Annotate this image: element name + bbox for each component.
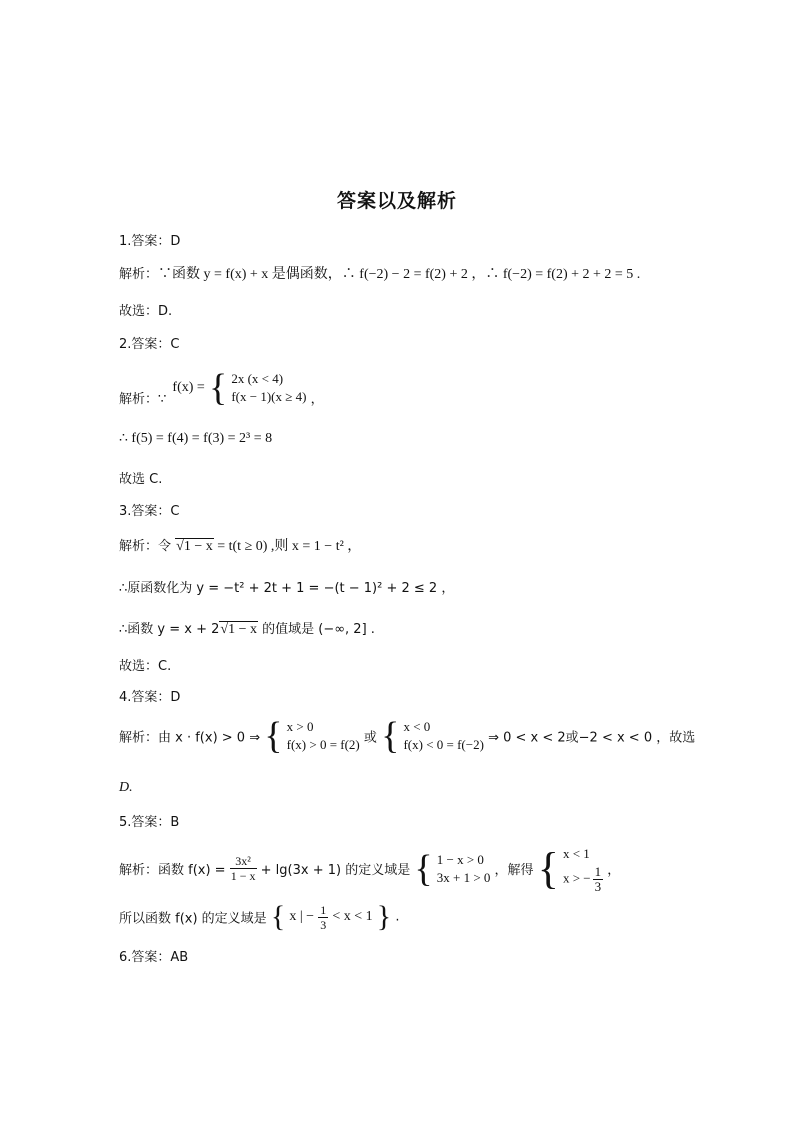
- q4-sysA2: f(x) > 0 = f(2): [286, 737, 360, 752]
- q4-answer: 4.答案：D: [119, 690, 181, 705]
- q5-frac-den-wrap: [230, 869, 257, 883]
- q3-line1c: = t(t ≥ 0) ,则 x = 1 − t² ，: [213, 539, 362, 554]
- q5-line2c: < x < 1: [332, 909, 373, 924]
- q5-sysB2-frac: [593, 865, 604, 894]
- q5-sysB2: x > −: [562, 870, 591, 886]
- q3-line1a: 解析：令: [119, 539, 176, 554]
- q1-label: 解析：: [119, 267, 159, 282]
- q5-system-b: [563, 843, 603, 894]
- q5-sysB2-den: 3: [594, 879, 602, 894]
- q2-fx: f(x) =: [172, 380, 205, 395]
- q5-solution: [119, 843, 620, 894]
- q5-frac-num: 3x²: [230, 854, 257, 869]
- q4-system-a: [287, 718, 360, 754]
- q3-answer: 3.答案：C: [119, 504, 180, 519]
- q5-labelA: 解析：函数 f(x) =: [119, 863, 226, 878]
- q5-fraction: [230, 854, 257, 883]
- q5-comma: ，: [607, 863, 621, 878]
- q5-line2-frac: [318, 903, 328, 932]
- q2-label: 解析：∵: [119, 392, 167, 407]
- q5-line2b: x | −: [289, 909, 315, 924]
- q6-answer: 6.答案：AB: [119, 950, 189, 965]
- q5-line2: [119, 902, 399, 932]
- q5-labelB: + lg(3x + 1) 的定义域是: [260, 863, 411, 878]
- q3-line3c: 的值域是 (−∞, 2] .: [257, 622, 375, 637]
- q4-system-b: [403, 718, 483, 754]
- q5-frac-den: 1 − x: [230, 869, 256, 883]
- q2-conclusion: 故选 C.: [119, 472, 163, 487]
- q5-line2d: .: [395, 909, 400, 925]
- q3-line3: [119, 618, 375, 638]
- q2-cases: [231, 370, 306, 406]
- q5-set-open: {: [270, 900, 286, 933]
- q3-sqrt2: √1 − x: [220, 622, 257, 637]
- q2-answer: 2.答案：C: [119, 337, 180, 352]
- q2-solution: [119, 362, 324, 407]
- q2-comma: ，: [310, 392, 324, 407]
- q1-solution: [119, 263, 640, 283]
- q4-brace-b: {: [381, 715, 400, 757]
- q2-brace: {: [208, 367, 228, 409]
- page-title: 答案以及解析: [336, 190, 457, 212]
- q1-conclusion: 故选：D.: [119, 304, 173, 319]
- q3-line3a: ∴函数 y = x + 2: [119, 622, 220, 637]
- q5-sysB2-num: 1: [594, 864, 602, 879]
- q4-sysB1: x < 0: [403, 719, 431, 734]
- q5-sysB2-row: [563, 865, 603, 894]
- q3-conclusion: 故选：C.: [119, 659, 172, 674]
- q5-brace-b: {: [537, 843, 559, 893]
- q5-answer: 5.答案：B: [119, 815, 180, 830]
- q2-case2: f(x − 1)(x ≥ 4): [231, 389, 307, 404]
- q4-solution: [119, 717, 695, 755]
- q5-sysB1: x < 1: [562, 846, 590, 861]
- q2-case1: 2x (x < 4): [231, 371, 284, 386]
- q5-sysA2: 3x + 1 > 0: [436, 869, 491, 885]
- q4-tail: ⇒ 0 < x < 2或−2 < x < 0 ，故选: [488, 730, 696, 746]
- q4-or: 或: [363, 730, 377, 746]
- q5-brace-a: {: [414, 847, 433, 890]
- q5-system-a: [437, 851, 491, 887]
- q1-line1: ∵函数 y = f(x) + x 是偶函数，∴ f(−2) − 2 = f(2) + 2 ，∴ f(−2) = f(2) + 2 + 2 = 5 .: [158, 267, 641, 282]
- q4-sysB2: f(x) < 0 = f(−2): [403, 737, 484, 752]
- q5-line2a: 所以函数 f(x) 的定义域是: [119, 911, 267, 927]
- q5-set-close: }: [376, 900, 392, 933]
- q2-line2: ∴ f(5) = f(4) = f(3) = 2³ = 8: [119, 431, 273, 446]
- q3-sqrt1: √1 − x: [176, 539, 213, 554]
- q5-line2-den: 3: [320, 917, 327, 932]
- q5-sysA1: 1 − x > 0: [436, 851, 484, 867]
- q4-sysA1: x > 0: [286, 719, 314, 734]
- q4-conclusion: D.: [119, 780, 133, 795]
- q4-label: 解析：由 x · f(x) > 0 ⇒: [119, 730, 261, 746]
- q3-solution: [119, 535, 361, 555]
- q1-answer: 1.答案：D: [119, 234, 181, 249]
- q5-solve: ，解得: [494, 863, 534, 878]
- q4-brace-a: {: [264, 715, 283, 757]
- q5-line2-num: 1: [320, 902, 327, 917]
- q3-line2: ∴原函数化为 y = −t² + 2t + 1 = −(t − 1)² + 2 ≤ 2 ，: [119, 581, 455, 596]
